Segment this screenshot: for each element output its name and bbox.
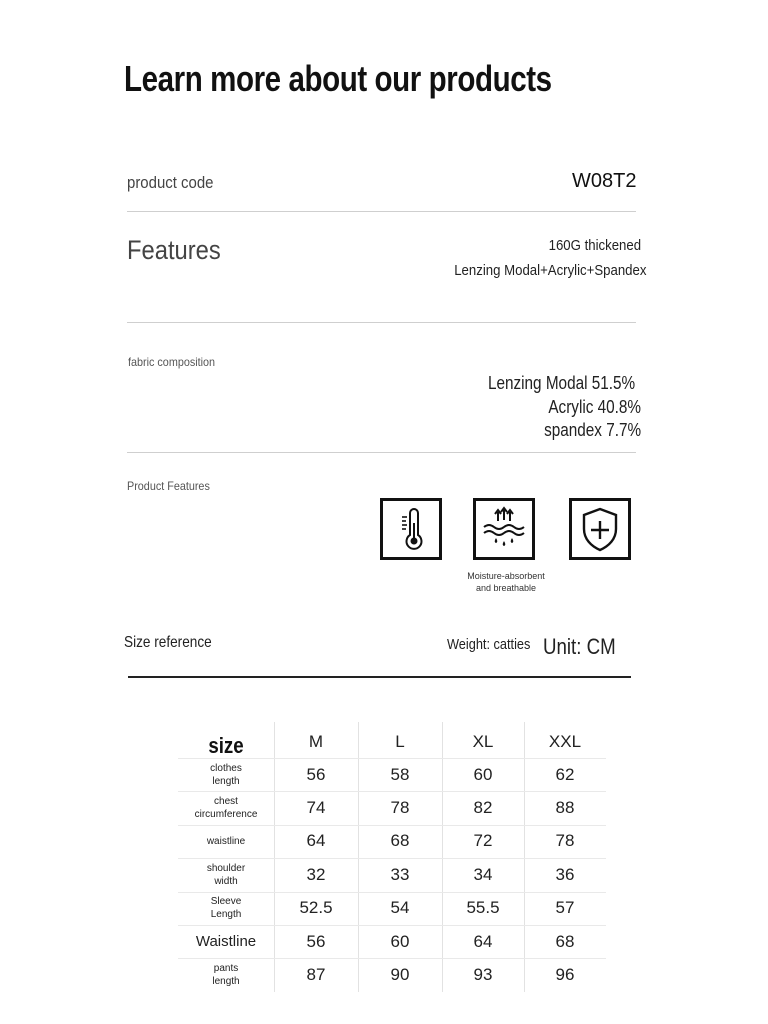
table-row-label bbox=[178, 758, 274, 791]
composition-line: spandex 7.7% bbox=[544, 420, 641, 440]
table-cell: 72 bbox=[473, 831, 493, 851]
table-cell: 74 bbox=[306, 798, 326, 818]
table-cell: 68 bbox=[390, 831, 410, 851]
table-cell: 87 bbox=[306, 965, 326, 985]
row-label-text: clothes bbox=[210, 762, 242, 774]
table-cell: 96 bbox=[555, 965, 575, 985]
row-label-text: width bbox=[214, 875, 238, 887]
size-reference-label: Size reference bbox=[124, 634, 212, 651]
divider bbox=[127, 452, 636, 453]
table-cell: 34 bbox=[473, 864, 493, 884]
row-label-text: pants bbox=[213, 963, 239, 975]
table-cell: 60 bbox=[473, 764, 493, 784]
table-cell: 60 bbox=[390, 931, 410, 951]
features-line: Lenzing Modal+Acrylic+Spandex bbox=[453, 262, 646, 279]
size-column-header: L bbox=[395, 732, 405, 751]
product-code-label: product code bbox=[127, 173, 214, 192]
table-cell: 78 bbox=[390, 798, 410, 818]
table-cell: 54 bbox=[390, 898, 410, 918]
caption-line: and breathable bbox=[475, 583, 537, 593]
shield-plus-icon bbox=[569, 498, 631, 560]
size-column-header: XXL bbox=[548, 732, 582, 751]
table-row-label bbox=[178, 791, 274, 824]
table-row-label bbox=[178, 892, 274, 925]
divider bbox=[127, 322, 636, 323]
icon-caption bbox=[460, 570, 552, 594]
row-label-text: length bbox=[212, 976, 240, 988]
section-divider bbox=[128, 676, 631, 678]
row-label-text: shoulder bbox=[206, 862, 246, 874]
caption-line: Moisture-absorbent bbox=[467, 571, 545, 581]
table-cell: 82 bbox=[473, 798, 493, 818]
moisture-breathable-icon bbox=[473, 498, 535, 560]
row-label-text: waistline bbox=[206, 835, 246, 847]
product-code-value: W08T2 bbox=[572, 170, 637, 192]
composition-line: Lenzing Modal 51.5% bbox=[487, 373, 635, 393]
table-cell: 52.5 bbox=[299, 898, 333, 918]
size-column-header: M bbox=[308, 732, 324, 751]
row-label-text: Length bbox=[210, 909, 242, 921]
size-header: size bbox=[208, 733, 244, 758]
table-cell: 36 bbox=[555, 864, 575, 884]
composition-line: Acrylic 40.8% bbox=[548, 397, 641, 417]
table-row-label bbox=[178, 858, 274, 891]
fabric-composition-label: fabric composition bbox=[128, 355, 216, 369]
table-cell: 64 bbox=[473, 931, 493, 951]
table-cell: 62 bbox=[555, 764, 575, 784]
table-cell: 58 bbox=[390, 764, 410, 784]
table-cell: 93 bbox=[473, 965, 493, 985]
table-row-label bbox=[178, 958, 274, 991]
table-cell: 55.5 bbox=[466, 898, 500, 918]
table-cell: 57 bbox=[555, 898, 575, 918]
table-cell: 64 bbox=[306, 831, 326, 851]
unit-label: Unit: CM bbox=[543, 634, 616, 659]
size-column-header: XL bbox=[472, 732, 494, 751]
features-label: Features bbox=[127, 235, 221, 265]
table-cell: 33 bbox=[390, 864, 410, 884]
row-label-text: length bbox=[212, 775, 240, 787]
row-label-text: Waistline bbox=[195, 933, 257, 951]
divider bbox=[127, 211, 636, 212]
page-title: Learn more about our products bbox=[124, 58, 552, 99]
weight-label: Weight: catties bbox=[447, 636, 531, 653]
size-table bbox=[178, 722, 606, 992]
row-label-text: circumference bbox=[194, 809, 258, 821]
row-label-text: Sleeve bbox=[210, 896, 242, 908]
table-cell: 56 bbox=[306, 931, 326, 951]
features-line: 160G thickened bbox=[548, 237, 641, 254]
table-cell: 78 bbox=[555, 831, 575, 851]
table-cell: 56 bbox=[306, 764, 326, 784]
row-label-text: chest bbox=[214, 796, 238, 808]
table-cell: 88 bbox=[555, 798, 575, 818]
product-features-label: Product Features bbox=[127, 479, 210, 493]
table-cell: 90 bbox=[390, 965, 410, 985]
thermometer-icon bbox=[380, 498, 442, 560]
table-row-label bbox=[178, 925, 274, 958]
table-cell: 68 bbox=[555, 931, 575, 951]
table-cell: 32 bbox=[306, 864, 326, 884]
table-row-label bbox=[178, 825, 274, 858]
